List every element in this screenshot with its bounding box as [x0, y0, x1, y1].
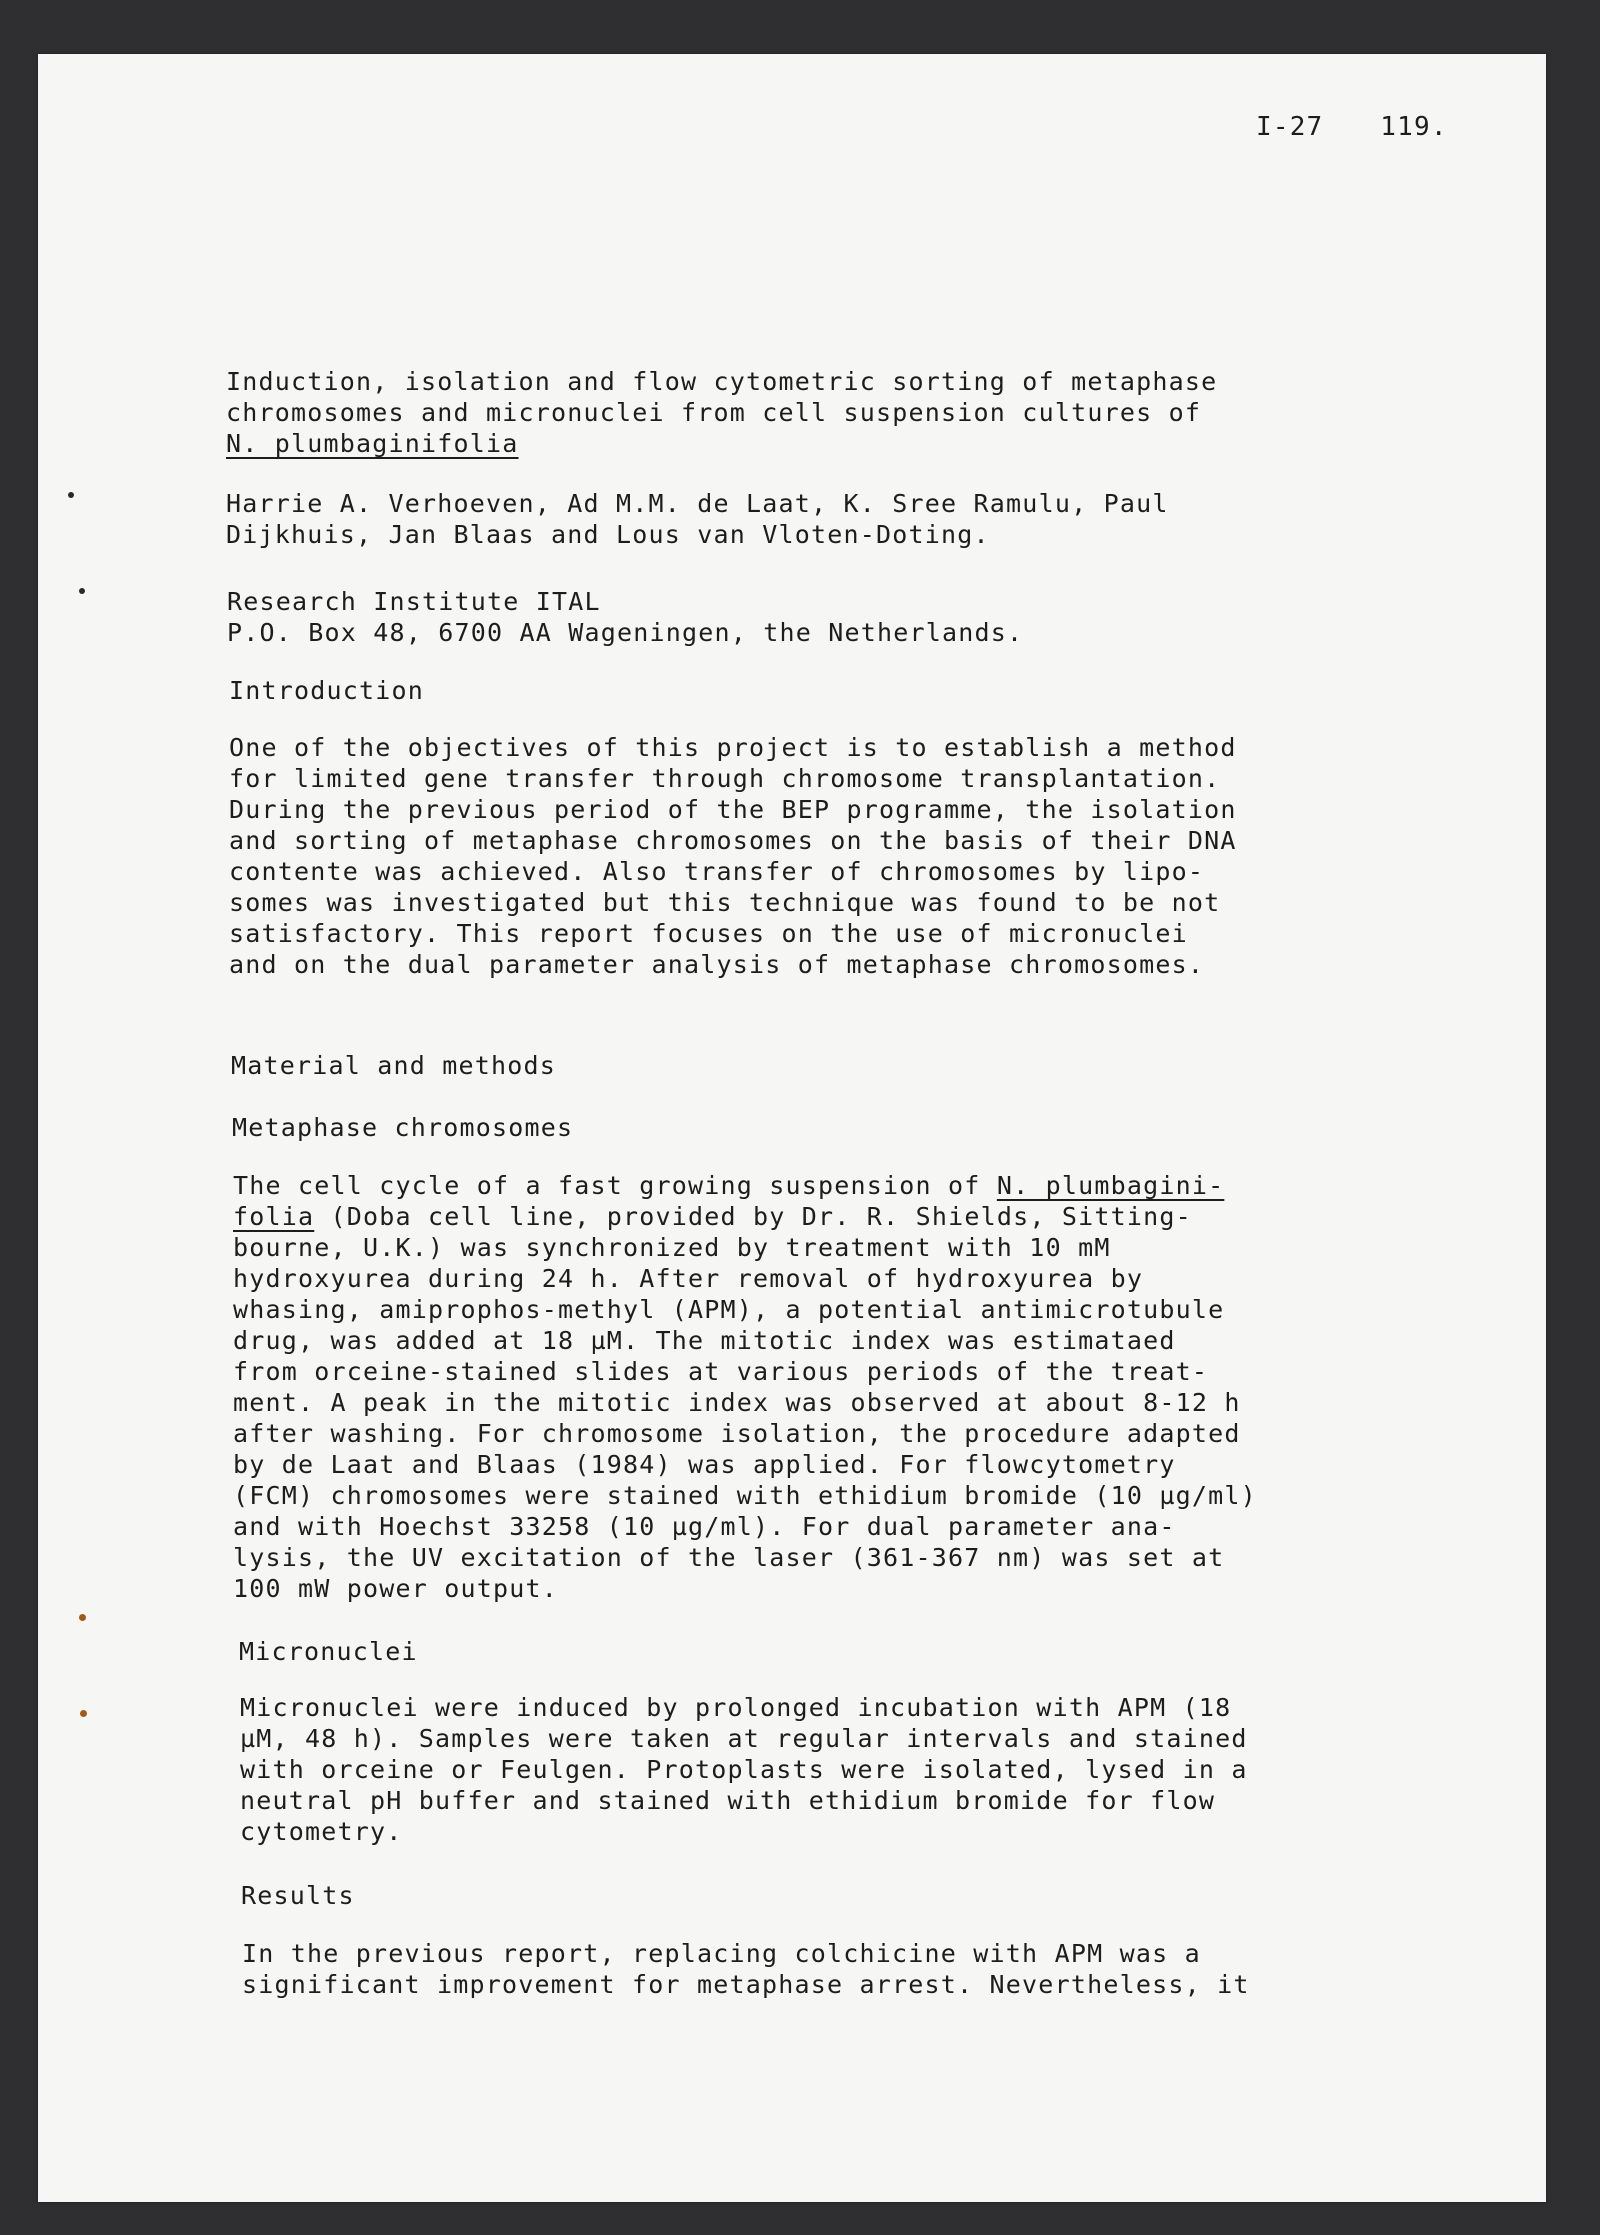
- title-line: chromosomes and micronuclei from cell suspension cultures of: [226, 398, 1202, 427]
- line-text: The cell cycle of a fast growing suspension of: [233, 1171, 997, 1200]
- micronuclei-paragraph: [240, 1692, 1248, 1847]
- section-heading: Introduction: [229, 676, 425, 705]
- page-num: 119.: [1380, 112, 1448, 142]
- paragraph-line: [233, 1170, 1233, 1201]
- species-name: folia: [233, 1202, 315, 1231]
- rust-mark: [80, 1710, 87, 1717]
- paragraph-line: One of the objectives of this project is to establish a method: [229, 733, 1237, 762]
- paragraph-line: (FCM) chromosomes were stained with ethidium bromide (10 µg/ml): [233, 1481, 1257, 1510]
- authors: [226, 488, 1226, 550]
- paragraph-line: During the previous period of the BEP programme, the isolation: [229, 795, 1237, 824]
- paragraph-line: satisfactory. This report focuses on the use of micronuclei: [229, 919, 1188, 948]
- paragraph-line: from orceine-stained slides at various periods of the treat-: [233, 1357, 1209, 1386]
- results-paragraph: [242, 1938, 1250, 2000]
- paragraph-line: cytometry.: [240, 1817, 403, 1846]
- paragraph-line: after washing. For chromosome isolation, the procedure adapted: [233, 1419, 1241, 1448]
- paragraph-line: by de Laat and Blaas (1984) was applied. For flowcytometry: [233, 1450, 1176, 1479]
- paragraph-line: significant improvement for metaphase arrest. Nevertheless, it: [242, 1970, 1250, 1999]
- paragraph-line: Micronuclei were induced by prolonged incubation with APM (18: [240, 1693, 1232, 1722]
- paragraph-line: contente was achieved. Also transfer of chromosomes by lipo-: [229, 857, 1205, 886]
- margin-mark: [68, 492, 74, 498]
- paragraph-line: ment. A peak in the mitotic index was observed at about 8-12 h: [233, 1388, 1241, 1417]
- paragraph-line: for limited gene transfer through chromosome transplantation.: [229, 764, 1221, 793]
- page-ref: I-27: [1256, 112, 1324, 142]
- paragraph-line: somes was investigated but this technique was found to be not: [229, 888, 1221, 917]
- metaphase-paragraph: [233, 1170, 1257, 1604]
- paragraph-line: whasing, amiprophos-methyl (APM), a potential antimicrotubule: [233, 1295, 1225, 1324]
- section-heading: Results: [241, 1881, 355, 1910]
- title-line: Induction, isolation and flow cytometric sorting of metaphase: [226, 367, 1218, 396]
- subsection-heading: Metaphase chromosomes: [232, 1113, 574, 1142]
- paragraph-line: drug, was added at 18 µM. The mitotic index was estimataed: [233, 1326, 1176, 1355]
- paragraph-line: neutral pH buffer and stained with ethidium bromide for flow: [240, 1786, 1216, 1815]
- authors-line: Dijkhuis, Jan Blaas and Lous van Vloten-Doting.: [226, 520, 990, 549]
- paragraph-line: and with Hoechst 33258 (10 µg/ml). For dual parameter ana-: [233, 1512, 1176, 1541]
- document-title: [226, 366, 1226, 459]
- paragraph-line: In the previous report, replacing colchicine with APM was a: [242, 1939, 1201, 1968]
- rust-mark: [79, 1614, 86, 1621]
- paragraph-line: and sorting of metaphase chromosomes on the basis of their DNA: [229, 826, 1237, 855]
- paragraph-line: and on the dual parameter analysis of metaphase chromosomes.: [229, 950, 1205, 979]
- affiliation-line: P.O. Box 48, 6700 AA Wageningen, the Netherlands.: [227, 618, 1024, 647]
- authors-line: Harrie A. Verhoeven, Ad M.M. de Laat, K. Sree Ramulu, Paul: [226, 489, 1169, 518]
- page-number: [1256, 112, 1448, 143]
- species-name: N. plumbagini-: [996, 1171, 1225, 1200]
- paragraph-line: [233, 1201, 1233, 1232]
- line-text: (Doba cell line, provided by Dr. R. Shields, Sitting-: [314, 1202, 1192, 1231]
- paragraph-line: bourne, U.K.) was synchronized by treatment with 10 mM: [233, 1233, 1111, 1262]
- margin-mark: [79, 588, 85, 594]
- title-line-species: N. plumbaginifolia: [226, 429, 519, 458]
- paragraph-line: hydroxyurea during 24 h. After removal of hydroxyurea by: [233, 1264, 1144, 1293]
- paragraph-line: lysis, the UV excitation of the laser (361-367 nm) was set at: [233, 1543, 1225, 1572]
- section-heading: Material and methods: [231, 1051, 557, 1080]
- paragraph-line: with orceine or Feulgen. Protoplasts were isolated, lysed in a: [240, 1755, 1248, 1784]
- paragraph-line: 100 mW power output.: [233, 1574, 559, 1603]
- subsection-heading: Micronuclei: [239, 1637, 418, 1666]
- paragraph-line: µM, 48 h). Samples were taken at regular intervals and stained: [240, 1724, 1248, 1753]
- affiliation: [227, 586, 1227, 648]
- affiliation-line: Research Institute ITAL: [227, 587, 601, 616]
- introduction-paragraph: [229, 732, 1237, 980]
